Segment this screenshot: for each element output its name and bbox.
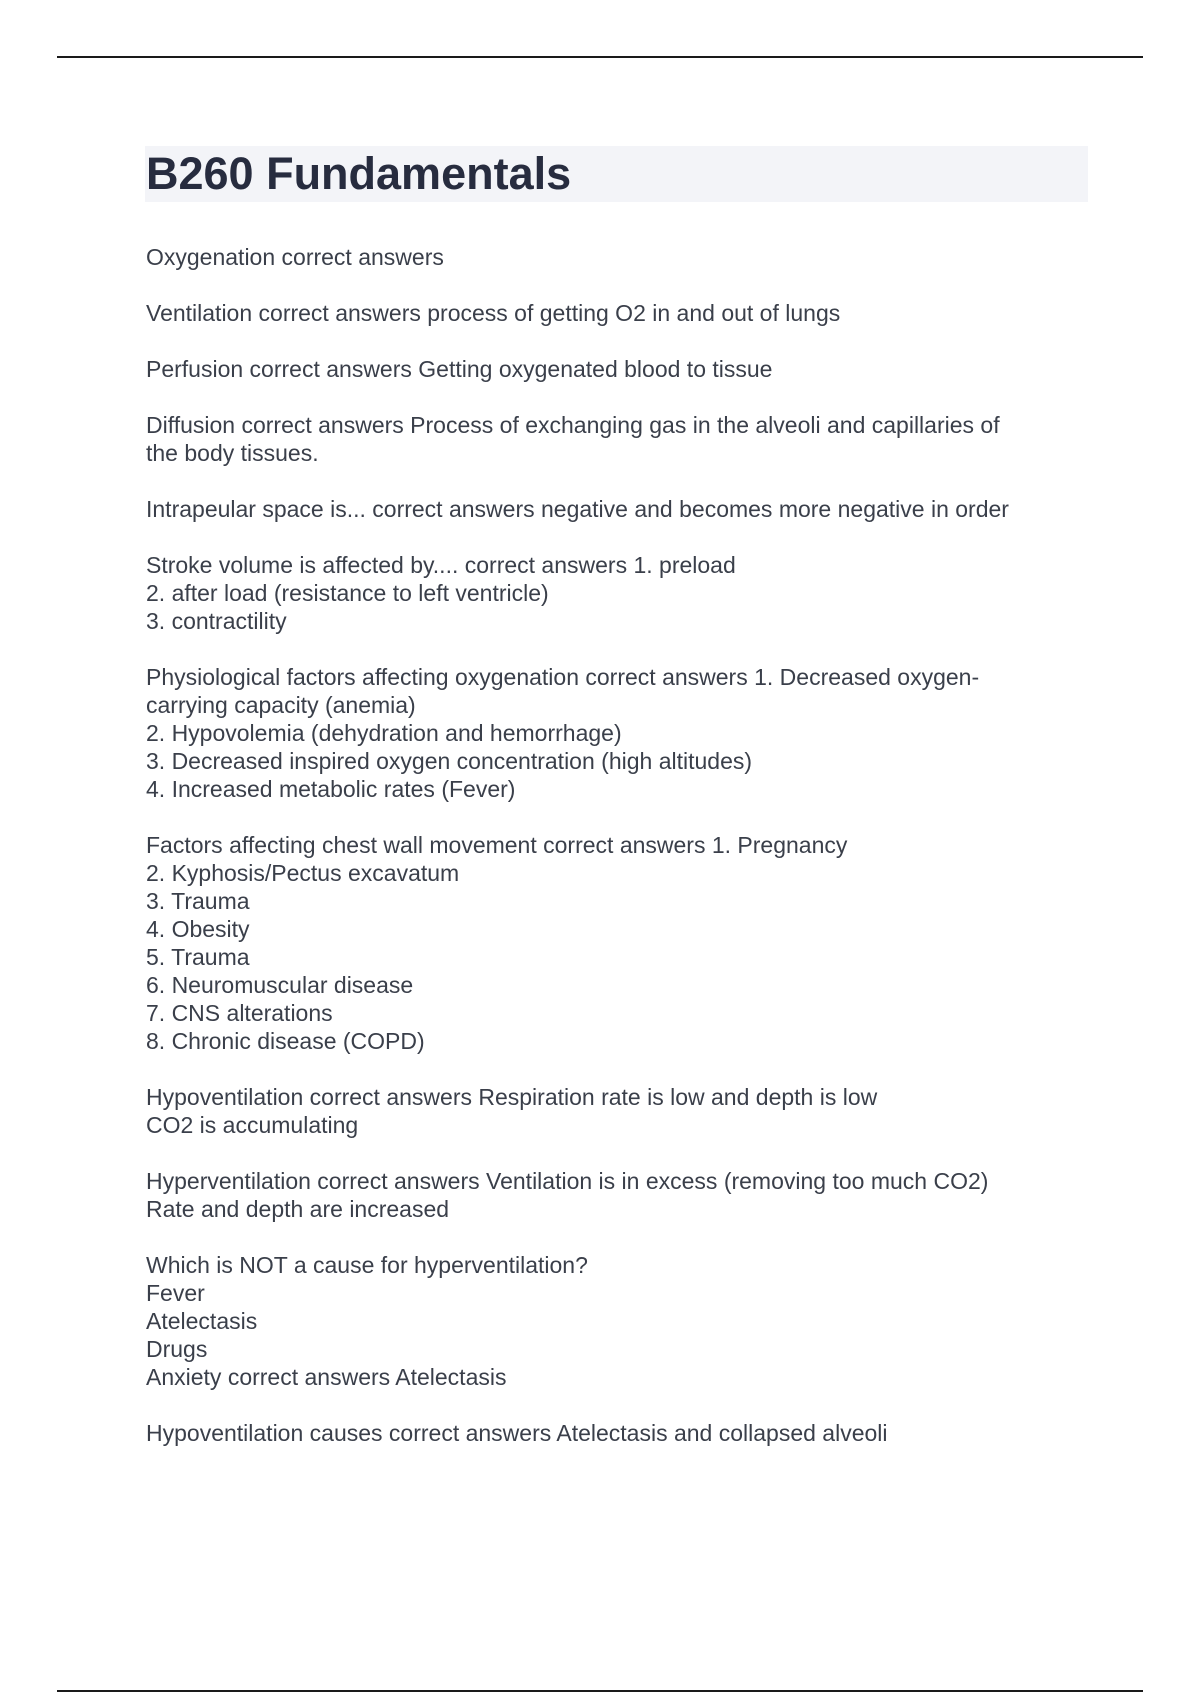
flashcard-list xyxy=(146,243,1086,1475)
entry-line: Stroke volume is affected by.... correct answers 1. preload xyxy=(146,552,736,578)
entry-line: Physiological factors affecting oxygenation correct answers 1. Decreased oxygen- xyxy=(146,664,980,690)
flashcard-entry xyxy=(146,495,1086,523)
bottom-divider xyxy=(57,1690,1143,1692)
entry-line: the body tissues. xyxy=(146,440,319,466)
entry-line: Hyperventilation correct answers Ventilation is in excess (removing too much CO2) xyxy=(146,1168,989,1194)
flashcard-entry xyxy=(146,1083,1086,1139)
flashcard-entry xyxy=(146,831,1086,1055)
flashcard-entry xyxy=(146,1251,1086,1391)
entry-line: carrying capacity (anemia) xyxy=(146,692,416,718)
flashcard-entry xyxy=(146,243,1086,271)
entry-line: Rate and depth are increased xyxy=(146,1196,450,1222)
top-divider xyxy=(57,56,1143,58)
document-title: B260 Fundamentals xyxy=(146,148,572,199)
entry-line: Which is NOT a cause for hyperventilation? xyxy=(146,1252,588,1278)
flashcard-entry xyxy=(146,663,1086,803)
flashcard-entry xyxy=(146,551,1086,635)
entry-line: Ventilation correct answers process of getting O2 in and out of lungs xyxy=(146,300,841,326)
entry-line: Hypoventilation correct answers Respiration rate is low and depth is low xyxy=(146,1084,878,1110)
entry-line: 6. Neuromuscular disease xyxy=(146,972,414,998)
entry-line: 5. Trauma xyxy=(146,944,250,970)
entry-line: Perfusion correct answers Getting oxygenated blood to tissue xyxy=(146,356,773,382)
entry-line: 3. contractility xyxy=(146,608,287,634)
entry-line: 2. after load (resistance to left ventricle) xyxy=(146,580,549,606)
flashcard-entry xyxy=(146,1419,1086,1447)
entry-line: Atelectasis xyxy=(146,1308,258,1334)
entry-line: 2. Hypovolemia (dehydration and hemorrhage) xyxy=(146,720,622,746)
flashcard-entry xyxy=(146,355,1086,383)
entry-line: CO2 is accumulating xyxy=(146,1112,359,1138)
entry-line: Factors affecting chest wall movement correct answers 1. Pregnancy xyxy=(146,832,848,858)
flashcard-entry xyxy=(146,299,1086,327)
flashcard-entry xyxy=(146,411,1086,467)
entry-line: 2. Kyphosis/Pectus excavatum xyxy=(146,860,460,886)
entry-line: Hypoventilation causes correct answers Atelectasis and collapsed alveoli xyxy=(146,1420,888,1446)
entry-line: 7. CNS alterations xyxy=(146,1000,333,1026)
flashcard-entry xyxy=(146,1167,1086,1223)
entry-line: Oxygenation correct answers xyxy=(146,244,444,270)
entry-line: 3. Decreased inspired oxygen concentration (high altitudes) xyxy=(146,748,753,774)
entry-line: 8. Chronic disease (COPD) xyxy=(146,1028,425,1054)
entry-line: Anxiety correct answers Atelectasis xyxy=(146,1364,507,1390)
entry-line: Fever xyxy=(146,1280,205,1306)
entry-line: 4. Increased metabolic rates (Fever) xyxy=(146,776,516,802)
entry-line: 4. Obesity xyxy=(146,916,250,942)
entry-line: 3. Trauma xyxy=(146,888,250,914)
entry-line: Intrapeular space is... correct answers negative and becomes more negative in order xyxy=(146,496,1009,522)
entry-line: Drugs xyxy=(146,1336,208,1362)
entry-line: Diffusion correct answers Process of exchanging gas in the alveoli and capillaries of xyxy=(146,412,1000,438)
